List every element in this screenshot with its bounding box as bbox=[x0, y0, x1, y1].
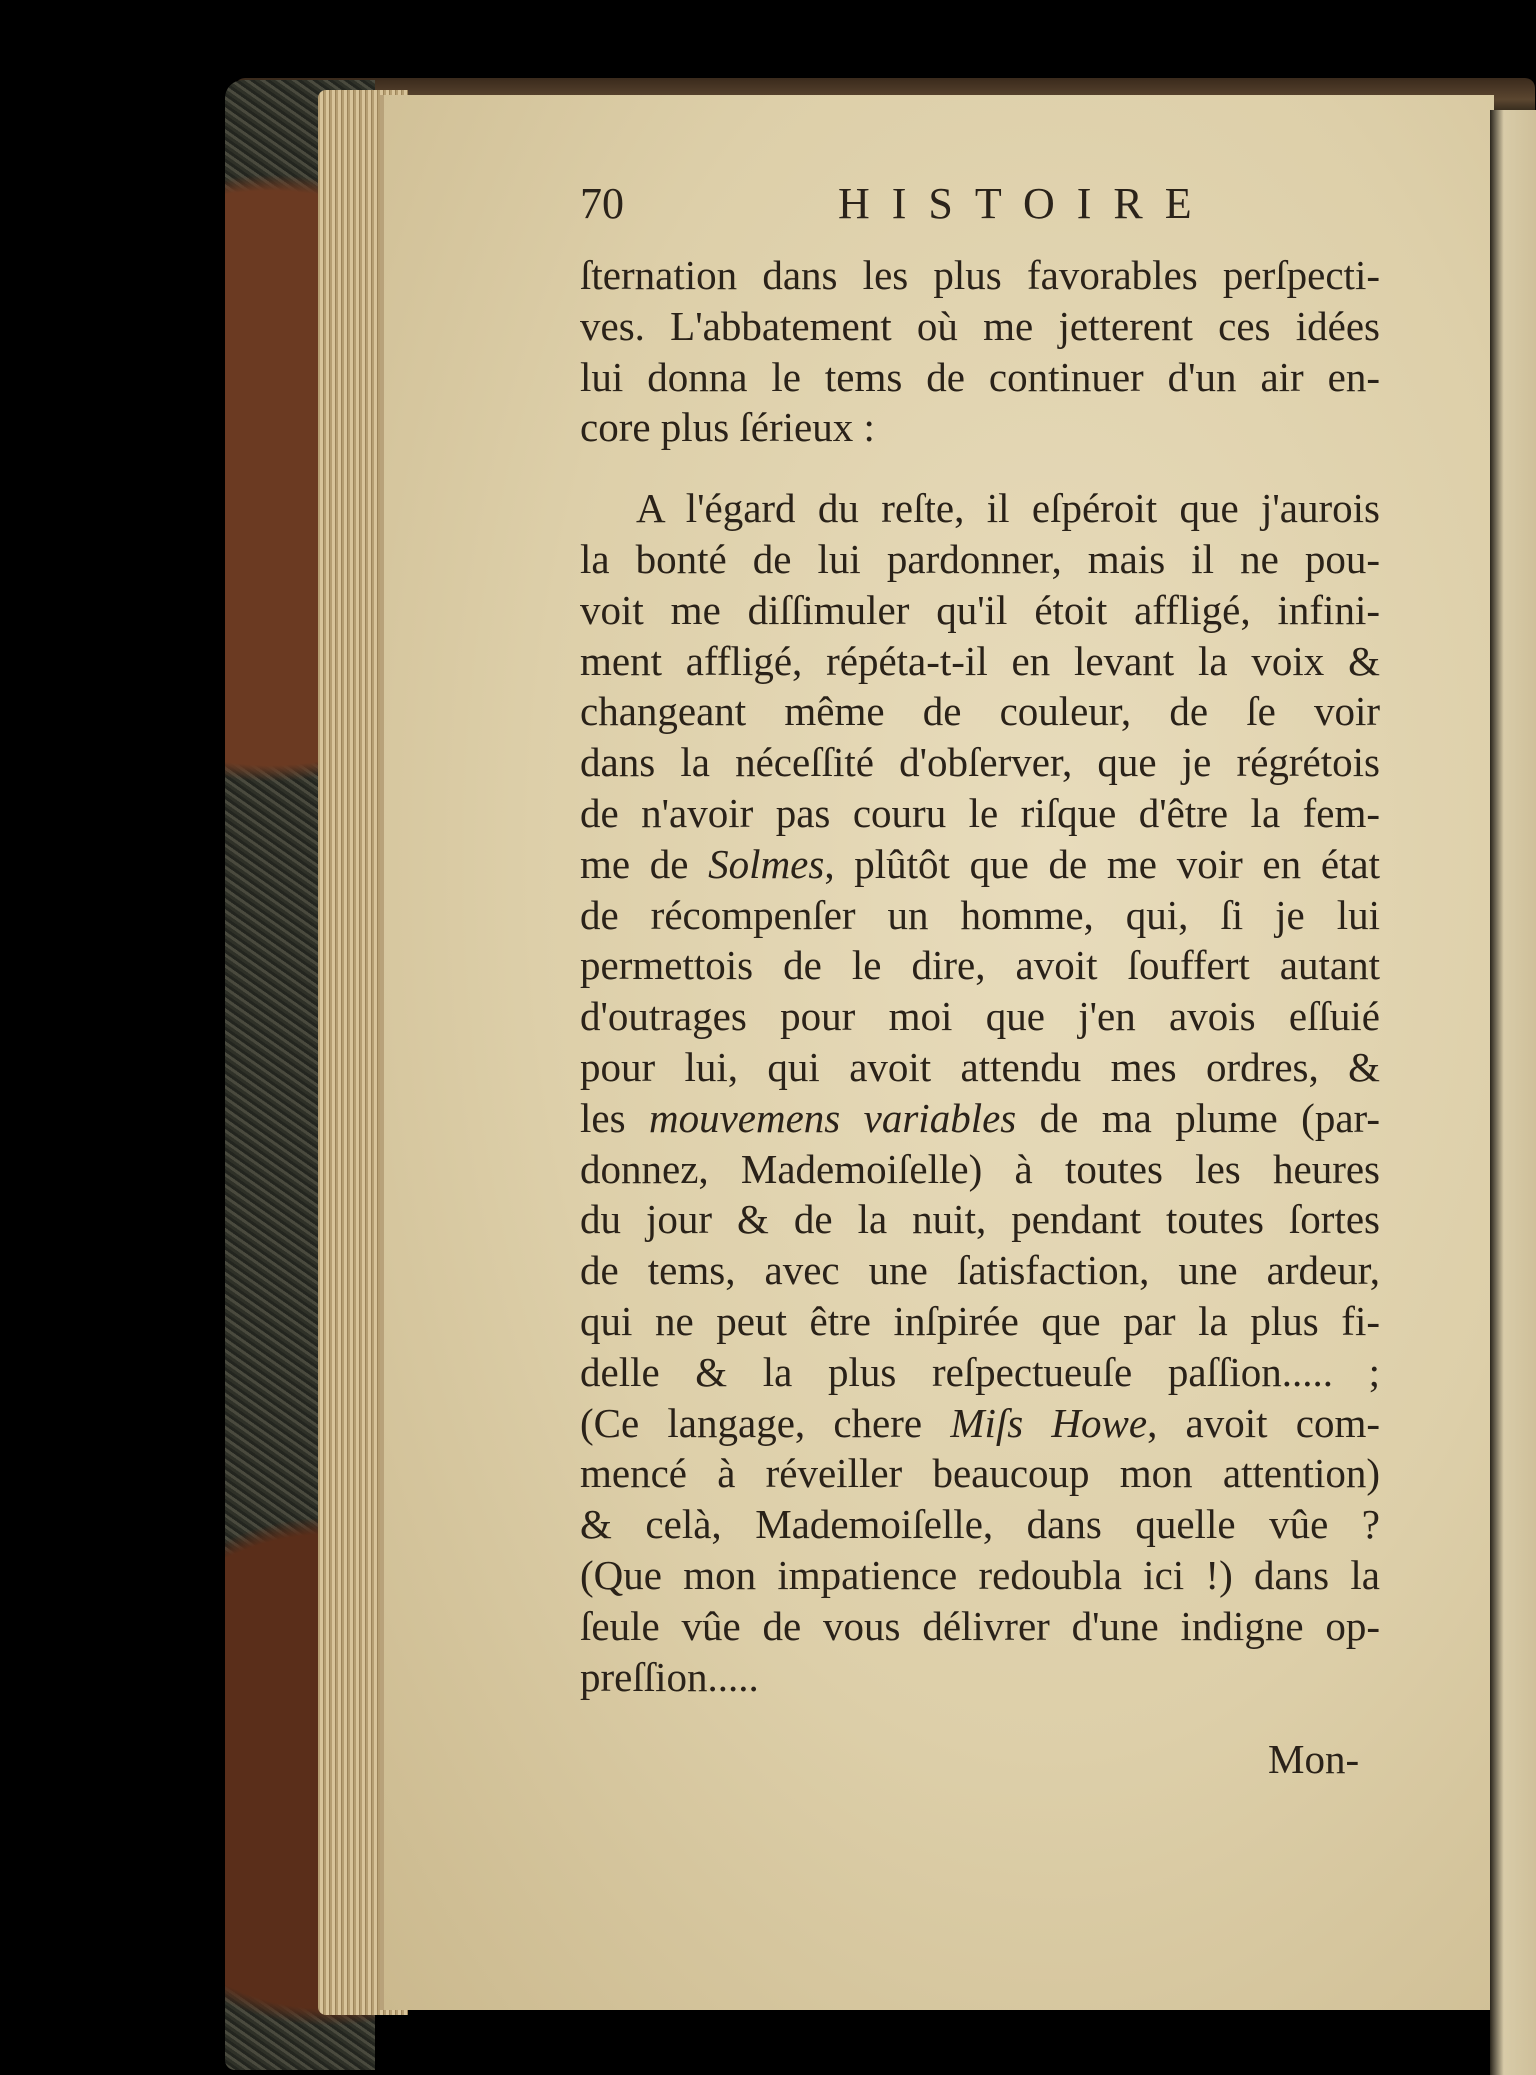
text-line: la bonté de lui pardonner, mais il ne pou- bbox=[580, 535, 1380, 582]
text-line: de tems, avec une ſatisfaction, une ardeur, bbox=[580, 1247, 1380, 1294]
text-line: ment affligé, répéta-t-il en levant la voix & bbox=[580, 637, 1380, 684]
text-segment: (Ce langage, chere bbox=[580, 1399, 951, 1446]
text-line: du jour & de la nuit, pendant toutes ſortes bbox=[580, 1196, 1380, 1243]
text-line bbox=[580, 1398, 1380, 1449]
text-line: core plus ſérieux : bbox=[580, 404, 875, 451]
text-line bbox=[580, 839, 1380, 890]
text-line: de récompenſer un homme, qui, ſi je lui bbox=[580, 891, 1380, 938]
text-line: changeant même de couleur, de ſe voir bbox=[580, 688, 1380, 735]
paragraph-1 bbox=[580, 250, 1380, 453]
running-title: HISTOIRE bbox=[838, 179, 1214, 228]
text-segment: me de bbox=[580, 840, 709, 887]
text-segment: de ma plume (par- bbox=[1016, 1094, 1381, 1141]
page-number: 70 bbox=[580, 179, 624, 228]
paragraph-gap bbox=[580, 453, 1380, 483]
text-line: mencé à réveiller beaucoup mon attention) bbox=[580, 1450, 1380, 1497]
text-line: (Que mon impatience redoubla ici !) dans la bbox=[580, 1551, 1380, 1598]
text-line: ſternation dans les plus favorables perſpecti- bbox=[580, 252, 1380, 298]
page-header bbox=[580, 178, 1460, 238]
body-text bbox=[580, 250, 1380, 1702]
text-line: A l'égard du reſte, il eſpéroit que j'aurois bbox=[636, 485, 1380, 532]
text-line: dans la néceſſité d'obſerver, que je régrétois bbox=[580, 739, 1380, 786]
text-line: & celà, Mademoiſelle, dans quelle vûe ? bbox=[580, 1501, 1380, 1548]
text-segment: , plûtôt que de me voir en état bbox=[824, 840, 1380, 887]
text-line: d'outrages pour moi que j'en avois eſſuié bbox=[580, 993, 1380, 1040]
text-line: ſeule vûe de vous délivrer d'une indigne op- bbox=[580, 1602, 1380, 1649]
text-line: pour lui, qui avoit attendu mes ordres, & bbox=[580, 1043, 1380, 1090]
italic-name-solmes: Solmes bbox=[708, 840, 825, 887]
italic-name-miss-howe: Miſs Howe bbox=[950, 1399, 1148, 1446]
catchword: Mon- bbox=[1268, 1736, 1360, 1782]
text-line: lui donna le tems de continuer d'un air en- bbox=[580, 353, 1380, 400]
text-line bbox=[580, 1093, 1380, 1144]
paragraph-2 bbox=[580, 483, 1380, 1702]
italic-phrase: mouvemens variables bbox=[648, 1094, 1017, 1141]
text-line: de n'avoir pas couru le riſque d'être la fem- bbox=[580, 789, 1380, 836]
text-line: ves. L'abbatement où me jetterent ces idées bbox=[580, 302, 1380, 349]
text-segment: les bbox=[580, 1094, 649, 1141]
text-line: donnez, Mademoiſelle) à toutes les heures bbox=[580, 1145, 1380, 1192]
text-line: delle & la plus reſpectueuſe paſſion..... ; bbox=[580, 1348, 1380, 1395]
text-line: permettois de le dire, avoit ſouffert autant bbox=[580, 942, 1380, 989]
facing-page-edge bbox=[1490, 110, 1536, 2075]
text-line: preſſion..... bbox=[580, 1653, 759, 1700]
text-segment: , avoit com- bbox=[1147, 1399, 1380, 1446]
text-line: qui ne peut être inſpirée que par la plus fi- bbox=[580, 1297, 1380, 1344]
text-line: voit me diſſimuler qu'il étoit affligé, infini- bbox=[580, 586, 1380, 633]
